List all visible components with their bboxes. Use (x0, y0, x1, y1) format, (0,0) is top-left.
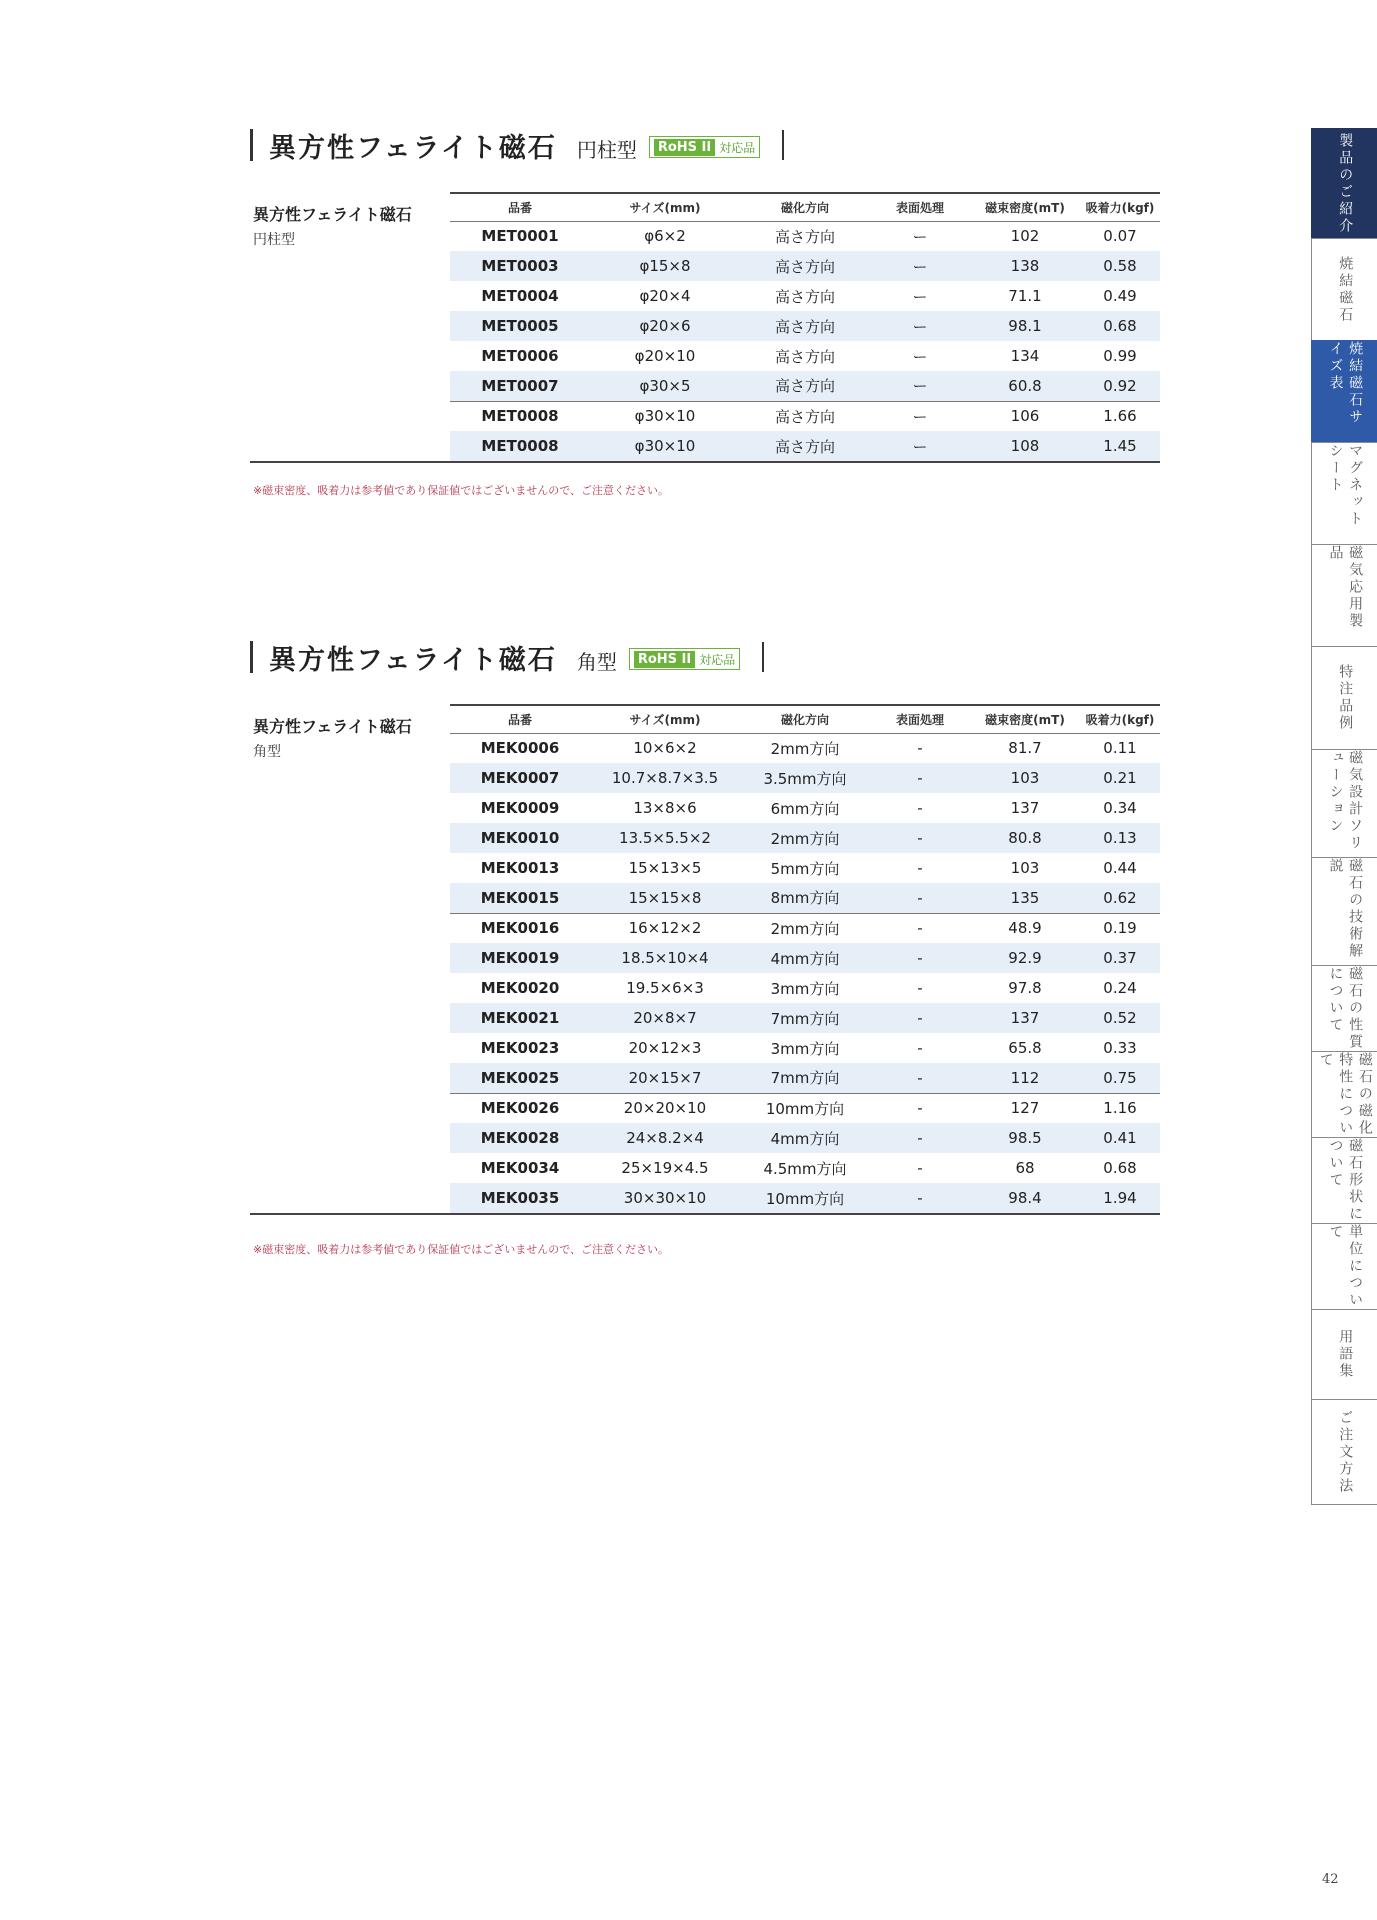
table-cell: 0.52 (1080, 1003, 1160, 1033)
sidebar-tab[interactable] (1311, 1309, 1377, 1399)
category-type: 角型 (253, 744, 281, 760)
table-cell: 0.44 (1103, 859, 1137, 877)
table-cell: 134 (1010, 347, 1040, 365)
table-cell: 60.8 (970, 371, 1080, 401)
sidebar-tab-label: 単位について (1327, 1224, 1364, 1309)
spec-table-wrap (250, 192, 1160, 463)
rohs-badge (649, 136, 760, 158)
table-cell: - (917, 979, 923, 997)
column-header: 表面処理 (870, 193, 970, 221)
table-cell: 108 (970, 431, 1080, 461)
part-number-cell: MEK0009 (480, 799, 560, 817)
part-number-cell: MET0004 (481, 287, 559, 305)
table-cell: 高さ方向 (740, 251, 870, 281)
table-cell: 16×12×2 (590, 913, 740, 943)
table-cell: 高さ方向 (774, 347, 835, 366)
table-cell: - (870, 763, 970, 793)
table-row (450, 883, 1160, 913)
table-cell: ー (870, 371, 970, 401)
table-row (450, 853, 1160, 883)
table-row (450, 973, 1160, 1003)
table-cell: 20×12×3 (628, 1039, 702, 1057)
sidebar-tab[interactable] (1311, 340, 1377, 442)
section-title: 異方性フェライト磁石 (269, 644, 557, 676)
part-number-cell: MET0003 (450, 251, 590, 281)
table-row (450, 341, 1160, 371)
table-cell: 15×13×5 (628, 859, 702, 877)
rohs-mark: RoHS II (654, 139, 715, 156)
sidebar-tab-label: 磁気設計ソリューション (1327, 750, 1364, 852)
column-header: 吸着力(kgf) (1080, 705, 1160, 733)
table-cell: 1.16 (1080, 1093, 1160, 1123)
table-cell: - (917, 859, 923, 877)
table-cell: - (917, 1159, 923, 1177)
table-cell: 0.34 (1103, 799, 1137, 817)
table-row (450, 733, 1160, 763)
table-cell: 高さ方向 (774, 287, 835, 306)
table-cell: 0.21 (1080, 763, 1160, 793)
section-square (250, 634, 1160, 1215)
table-cell: 0.33 (1103, 1039, 1137, 1057)
title-end-bar (782, 130, 784, 160)
column-header: サイズ(mm) (590, 705, 740, 733)
table-cell: 65.8 (1008, 1039, 1042, 1057)
table-cell: 102 (1010, 227, 1040, 246)
table-cell: 112 (970, 1063, 1080, 1093)
category-label (253, 714, 412, 761)
part-number-cell: MEK0007 (450, 763, 590, 793)
rohs-mark: RoHS II (634, 651, 695, 668)
section-title-row (250, 634, 1160, 680)
table-cell: - (870, 1063, 970, 1093)
table-cell: 3mm方向 (770, 1039, 840, 1058)
table-cell: 15×15×8 (590, 883, 740, 913)
column-header: 磁束密度(mT) (970, 705, 1080, 733)
table-cell: 80.8 (970, 823, 1080, 853)
table-row (450, 913, 1160, 943)
part-number-cell: MEK0034 (480, 1159, 560, 1177)
table-cell: 6mm方向 (770, 799, 840, 818)
table-cell: 0.24 (1103, 979, 1137, 997)
table-cell: 68 (1015, 1159, 1035, 1177)
sidebar-tab-label: 磁石形状について (1327, 1138, 1364, 1223)
sidebar-tab-label: 磁石の技術解説 (1327, 858, 1364, 960)
part-number-cell: MET0007 (450, 371, 590, 401)
part-number-cell: MET0008 (450, 401, 590, 431)
title-end-bar (762, 642, 764, 672)
table-row (450, 1093, 1160, 1123)
table-cell: 0.58 (1080, 251, 1160, 281)
sidebar-tab[interactable] (1311, 1051, 1377, 1137)
table-cell: ー (912, 287, 928, 306)
table-cell: - (870, 1123, 970, 1153)
table-cell: 103 (1010, 859, 1040, 877)
table-row (450, 431, 1160, 461)
table-row (450, 1153, 1160, 1183)
part-number-cell: MEK0013 (480, 859, 560, 877)
table-cell: 13×8×6 (633, 799, 697, 817)
spec-table (450, 192, 1160, 461)
part-number-cell: MEK0025 (450, 1063, 590, 1093)
table-cell: 19.5×6×3 (626, 979, 704, 997)
table-cell: 8mm方向 (740, 883, 870, 913)
table-cell: 48.9 (970, 913, 1080, 943)
table-cell: 25×19×4.5 (621, 1159, 709, 1177)
table-cell: - (870, 883, 970, 913)
table-cell: 135 (970, 883, 1080, 913)
table-cell: ー (870, 401, 970, 431)
table-cell: 0.19 (1080, 913, 1160, 943)
table-cell: φ6×2 (644, 227, 686, 246)
table-cell: 5mm方向 (770, 859, 840, 878)
table-cell: 20×20×10 (590, 1093, 740, 1123)
page-number: 42 (1322, 1872, 1339, 1887)
table-cell: 0.92 (1080, 371, 1160, 401)
table-cell: 4mm方向 (740, 943, 870, 973)
part-number-cell: MEK0023 (480, 1039, 560, 1057)
table-cell: φ20×4 (639, 287, 691, 305)
table-cell: 20×8×7 (590, 1003, 740, 1033)
sidebar-tab[interactable] (1311, 857, 1377, 965)
table-header-row (450, 705, 1160, 733)
section-title-row (250, 122, 1160, 168)
table-cell: 138 (970, 251, 1080, 281)
sidebar-tab[interactable] (1311, 238, 1377, 340)
table-cell: - (870, 823, 970, 853)
table-row (450, 221, 1160, 251)
table-cell: 0.68 (1103, 1159, 1137, 1177)
table-cell: 10.7×8.7×3.5 (590, 763, 740, 793)
table-row (450, 281, 1160, 311)
spec-table (450, 704, 1160, 1213)
table-cell: 13.5×5.5×2 (590, 823, 740, 853)
table-cell: - (870, 1003, 970, 1033)
table-cell: 0.11 (1103, 739, 1137, 758)
table-body (450, 733, 1160, 1213)
part-number-cell: MET0005 (450, 311, 590, 341)
section-subtitle: 角型 (576, 649, 617, 674)
table-cell: 18.5×10×4 (590, 943, 740, 973)
table-cell: 2mm方向 (770, 739, 840, 758)
sidebar-tab[interactable] (1311, 1399, 1377, 1505)
table-cell: 137 (1010, 799, 1040, 817)
table-row (450, 251, 1160, 281)
part-number-cell: MEK0019 (450, 943, 590, 973)
table-row (450, 371, 1160, 401)
table-row (450, 943, 1160, 973)
table-cell: - (870, 1183, 970, 1213)
table-cell: - (917, 799, 923, 817)
sidebar-tab-label: 製品のご紹介 (1337, 132, 1354, 235)
table-row (450, 401, 1160, 431)
table-cell: φ15×8 (590, 251, 740, 281)
part-number-cell: MEK0015 (450, 883, 590, 913)
table-cell: φ30×10 (590, 401, 740, 431)
part-number-cell: MEK0028 (450, 1123, 590, 1153)
table-cell: 92.9 (970, 943, 1080, 973)
part-number-cell: MEK0035 (450, 1183, 590, 1213)
table-cell: 24×8.2×4 (590, 1123, 740, 1153)
rohs-text: 対応品 (699, 652, 736, 667)
table-cell: 4.5mm方向 (763, 1159, 847, 1178)
table-cell: 127 (970, 1093, 1080, 1123)
table-row (450, 311, 1160, 341)
table-header-row (450, 193, 1160, 221)
table-cell: 10mm方向 (740, 1093, 870, 1123)
table-cell: 1.66 (1080, 401, 1160, 431)
category-name: 異方性フェライト磁石 (253, 717, 412, 736)
sidebar-tab[interactable] (1311, 646, 1377, 749)
sidebar-tab-label: 焼結磁石サイズ表 (1327, 341, 1364, 426)
sidebar-nav (1311, 128, 1377, 1505)
sidebar-tab[interactable] (1311, 965, 1377, 1051)
table-cell: 0.99 (1103, 347, 1137, 365)
table-cell: 高さ方向 (740, 431, 870, 461)
table-cell: 10mm方向 (740, 1183, 870, 1213)
table-cell: 高さ方向 (740, 401, 870, 431)
table-cell: 0.68 (1080, 311, 1160, 341)
column-header: 表面処理 (870, 705, 970, 733)
table-cell: φ20×10 (634, 347, 696, 365)
table-row (450, 1063, 1160, 1093)
table-row (450, 793, 1160, 823)
section-title: 異方性フェライト磁石 (269, 132, 557, 164)
sidebar-tab-label: 用語集 (1337, 1329, 1354, 1380)
table-cell: 106 (970, 401, 1080, 431)
table-cell: - (870, 1093, 970, 1123)
table-cell: ー (870, 311, 970, 341)
table-cell: 98.4 (970, 1183, 1080, 1213)
table-cell: 0.07 (1103, 227, 1137, 246)
table-row (450, 1033, 1160, 1063)
table-cell: - (870, 943, 970, 973)
part-number-cell: MET0006 (481, 347, 559, 365)
table-cell: 137 (970, 1003, 1080, 1033)
column-header: 品番 (450, 193, 590, 221)
part-number-cell: MEK0020 (480, 979, 560, 997)
table-cell: - (870, 913, 970, 943)
part-number-cell: MET0008 (450, 431, 590, 461)
sidebar-tab[interactable] (1311, 1137, 1377, 1223)
column-header: 磁化方向 (740, 705, 870, 733)
table-cell: 98.5 (970, 1123, 1080, 1153)
table-cell: 81.7 (1008, 739, 1042, 758)
category-type: 円柱型 (253, 232, 295, 248)
table-cell: 0.62 (1080, 883, 1160, 913)
table-cell: 3.5mm方向 (740, 763, 870, 793)
part-number-cell: MEK0010 (450, 823, 590, 853)
sidebar-tab-label: 焼結磁石 (1337, 255, 1354, 324)
column-header: サイズ(mm) (590, 193, 740, 221)
spec-table-wrap (250, 704, 1160, 1215)
sidebar-tab-label: 磁気応用製品 (1327, 545, 1364, 630)
table-cell: 10×6×2 (633, 739, 697, 758)
table-cell: 3mm方向 (770, 979, 840, 998)
table-cell: 30×30×10 (590, 1183, 740, 1213)
table-cell: 0.75 (1080, 1063, 1160, 1093)
table-cell: 2mm方向 (740, 823, 870, 853)
sidebar-tab-label: マグネットシート (1327, 443, 1364, 528)
table-cell: 0.41 (1080, 1123, 1160, 1153)
part-number-cell: MEK0016 (450, 913, 590, 943)
table-cell: 1.94 (1080, 1183, 1160, 1213)
table-row (450, 1003, 1160, 1033)
table-row (450, 763, 1160, 793)
table-cell: 1.45 (1080, 431, 1160, 461)
table-cell: 0.49 (1103, 287, 1137, 305)
sidebar-tab[interactable] (1311, 442, 1377, 544)
table-cell: 高さ方向 (740, 371, 870, 401)
sidebar-tab[interactable] (1311, 544, 1377, 646)
table-cell: - (917, 739, 923, 758)
table-cell: 高さ方向 (740, 311, 870, 341)
column-header: 品番 (450, 705, 590, 733)
table-cell: 2mm方向 (740, 913, 870, 943)
part-number-cell: MEK0006 (480, 739, 560, 758)
sidebar-tab[interactable] (1311, 749, 1377, 857)
disclaimer-note: ※磁束密度、吸着力は参考値であり保証値ではございませんので、ご注意ください。 (253, 1243, 669, 1256)
table-cell: 20×15×7 (590, 1063, 740, 1093)
column-header: 磁化方向 (740, 193, 870, 221)
table-row (450, 823, 1160, 853)
table-cell: 0.13 (1080, 823, 1160, 853)
table-cell: 103 (970, 763, 1080, 793)
part-number-cell: MEK0026 (450, 1093, 590, 1123)
table-cell: ー (912, 347, 928, 366)
table-cell: ー (870, 251, 970, 281)
column-header: 磁束密度(mT) (970, 193, 1080, 221)
title-bar (250, 129, 253, 161)
rohs-text: 対応品 (719, 140, 756, 155)
sidebar-tab-label: 磁石の性質について (1327, 966, 1364, 1051)
table-cell: 71.1 (1008, 287, 1042, 305)
sidebar-tab[interactable] (1311, 128, 1377, 238)
table-body (450, 221, 1160, 461)
table-cell: 0.37 (1080, 943, 1160, 973)
disclaimer-note: ※磁束密度、吸着力は参考値であり保証値ではございませんので、ご注意ください。 (253, 484, 669, 497)
category-name: 異方性フェライト磁石 (253, 205, 412, 224)
table-cell: φ30×5 (590, 371, 740, 401)
sidebar-tab-label: ご注文方法 (1337, 1409, 1354, 1495)
table-cell: ー (912, 227, 928, 246)
category-label (253, 202, 412, 249)
column-header: 吸着力(kgf) (1080, 193, 1160, 221)
table-cell: 7mm方向 (740, 1003, 870, 1033)
table-cell: - (917, 1039, 923, 1057)
table-cell: φ30×10 (590, 431, 740, 461)
table-cell: 高さ方向 (774, 227, 835, 246)
table-cell: 4mm方向 (740, 1123, 870, 1153)
part-number-cell: MEK0021 (450, 1003, 590, 1033)
table-row (450, 1183, 1160, 1213)
table-cell: 98.1 (970, 311, 1080, 341)
rohs-badge (629, 648, 740, 670)
table-cell: 7mm方向 (740, 1063, 870, 1093)
table-row (450, 1123, 1160, 1153)
section-subtitle: 円柱型 (576, 137, 637, 162)
table-cell: 97.8 (1008, 979, 1042, 997)
sidebar-tab-label: 特注品例 (1337, 664, 1354, 732)
table-cell: ー (870, 431, 970, 461)
section-cylinder (250, 122, 1160, 463)
table-cell: φ20×6 (590, 311, 740, 341)
title-bar (250, 641, 253, 673)
sidebar-tab[interactable] (1311, 1223, 1377, 1309)
sidebar-tab-label: 磁石の磁化特性について (1317, 1052, 1373, 1137)
part-number-cell: MET0001 (481, 227, 559, 246)
